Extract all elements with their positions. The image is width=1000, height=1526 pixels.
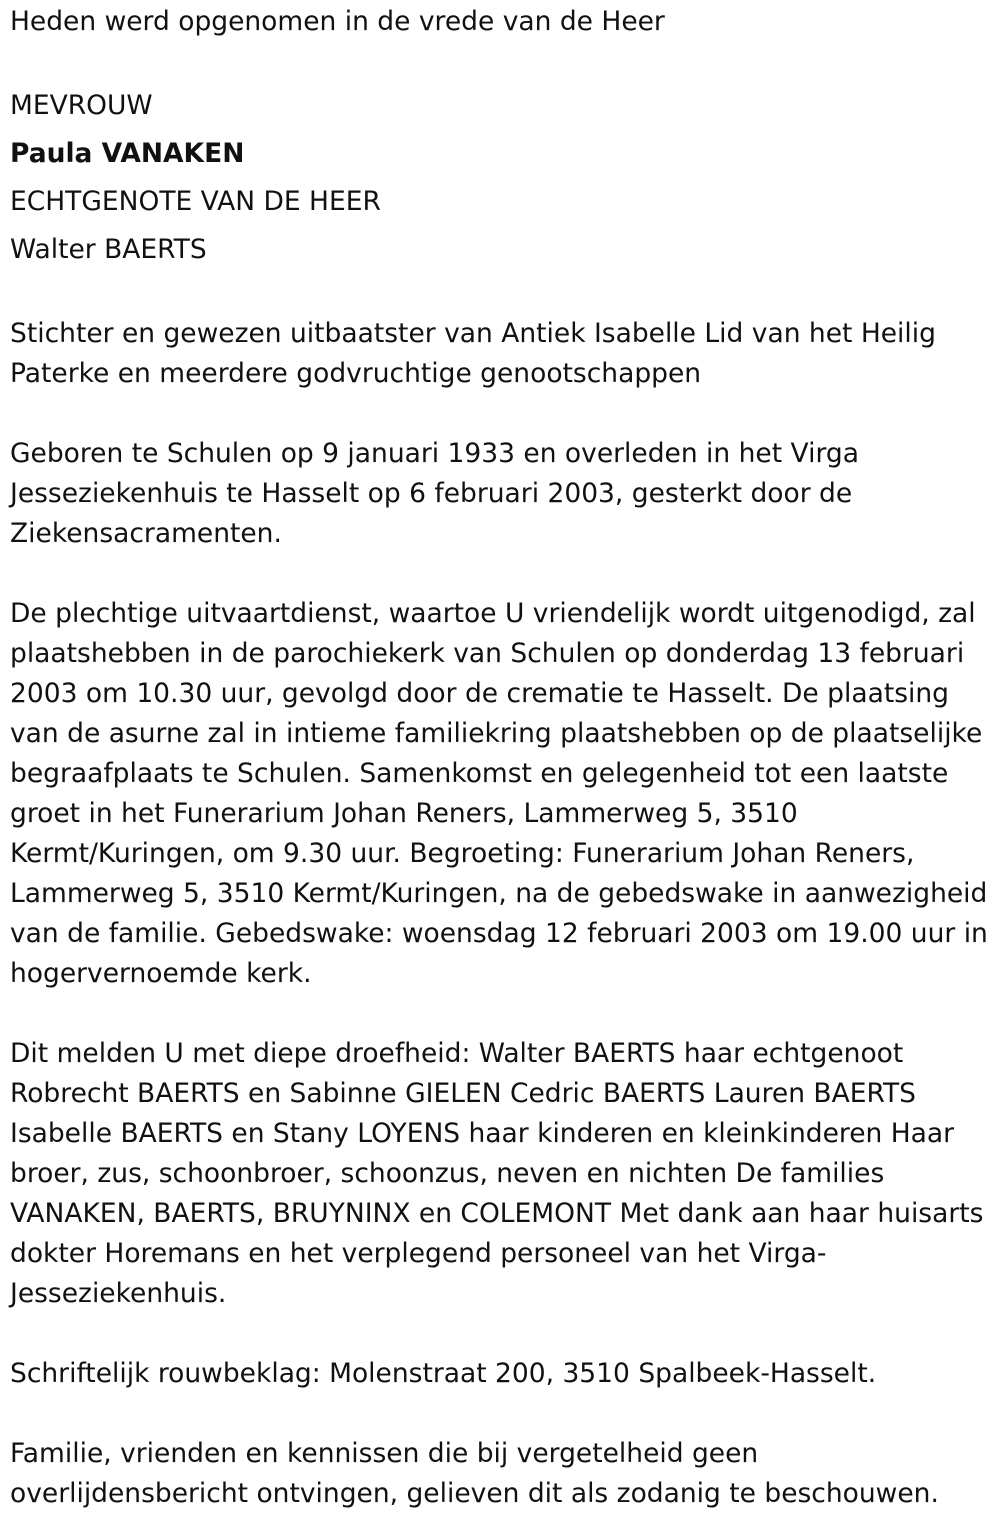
spouse-name: Walter BAERTS [10, 234, 207, 265]
intro-line: Heden werd opgenomen in de vrede van de Heer [10, 6, 665, 37]
relation-line: ECHTGENOTE VAN DE HEER [10, 186, 381, 217]
closing-paragraph: Familie, vrienden en kennissen die bij vergetelheid geen overlijdensbericht ontvingen, gelieven dit als zodanig te beschouwen. [10, 1438, 939, 1509]
description-paragraph: Stichter en gewezen uitbaatster van Antiek Isabelle Lid van het Heilig Paterke en meerdere godvruchtige genootschappen [10, 318, 936, 389]
birth-death-paragraph: Geboren te Schulen op 9 januari 1933 en overleden in het Virga Jesseziekenhuis te Hasselt op 6 februari 2003, gesterkt door de Ziekensacramenten. [10, 438, 859, 549]
deceased-name: Paula VANAKEN [10, 138, 245, 169]
name-block [10, 82, 990, 274]
family-paragraph: Dit melden U met diepe droefheid: Walter BAERTS haar echtgenoot Robrecht BAERTS en Sabinne GIELEN Cedric BAERTS Lauren BAERTS Isabelle BAERTS en Stany LOYENS haar kinderen en kleinkinderen Haar broer, zus, schoonbroer, schoonzus, neven en nichten De families VANAKEN, BAERTS, BRUYNINX en COLEMONT Met dank aan haar huisarts dokter Horemans en het verplegend personeel van het Virga-Jesseziekenhuis. [10, 1038, 984, 1309]
title-line: MEVROUW [10, 90, 153, 121]
condolence-paragraph: Schriftelijk rouwbeklag: Molenstraat 200, 3510 Spalbeek-Hasselt. [10, 1358, 877, 1389]
funeral-paragraph: De plechtige uitvaartdienst, waartoe U vriendelijk wordt uitgenodigd, zal plaatshebben in de parochiekerk van Schulen op donderdag 13 februari 2003 om 10.30 uur, gevolgd door de crematie te Hasselt. De plaatsing van de asurne zal in intieme familiekring plaatshebben op de plaatselijke begraafplaats te Schulen. Samenkomst en gelegenheid tot een laatste groet in het Funerarium Johan Reners, Lammerweg 5, 3510 Kermt/Kuringen, om 9.30 uur. Begroeting: Funerarium Johan Reners, Lammerweg 5, 3510 Kermt/Kuringen, na de gebedswake in aanwezigheid van de familie. Gebedswake: woensdag 12 februari 2003 om 19.00 uur in hogervernoemde kerk. [10, 598, 988, 989]
